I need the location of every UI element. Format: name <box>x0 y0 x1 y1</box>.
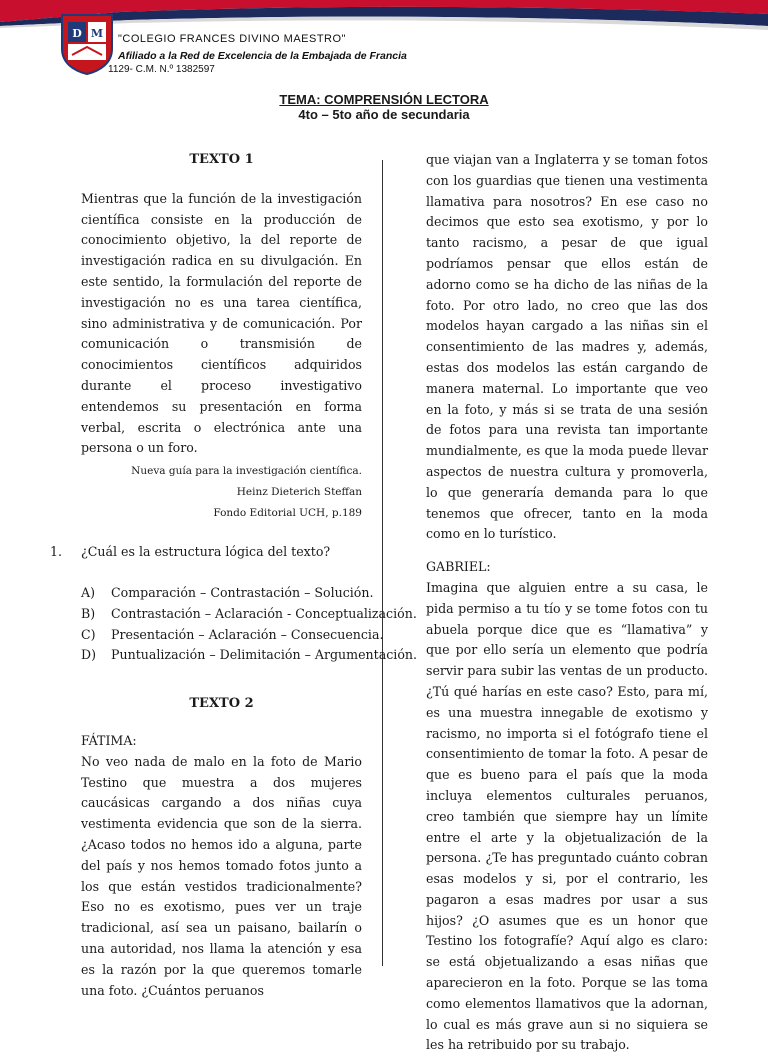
option-text: Puntualización – Delimitación – Argumentación. <box>111 647 418 663</box>
header-banner <box>0 0 768 40</box>
gabriel-label: GABRIEL: <box>426 559 491 575</box>
title-topic: TEMA: COMPRENSIÓN LECTORA <box>279 92 489 107</box>
left-column <box>50 150 418 1001</box>
option-a[interactable] <box>81 583 374 604</box>
option-letter: B) <box>81 605 96 621</box>
question-text: ¿Cuál es la estructura lógica del texto? <box>81 544 331 560</box>
question-number: 1. <box>50 544 63 560</box>
source-author: Heinz Dieterich Steffan <box>236 486 362 499</box>
option-b[interactable] <box>81 604 417 625</box>
texto1-source <box>81 461 362 524</box>
svg-text:M: M <box>90 27 104 40</box>
option-text: Presentación – Aclaración – Consecuencia. <box>111 626 384 642</box>
title-grade: 4to – 5to año de secundaria <box>298 107 470 122</box>
option-text: Comparación – Contrastación – Solución. <box>111 584 374 600</box>
option-d[interactable] <box>81 645 418 666</box>
right-column <box>426 150 708 1056</box>
option-letter: C) <box>81 626 96 642</box>
school-name: "COLEGIO FRANCES DIVINO MAESTRO" <box>118 33 346 45</box>
option-letter: A) <box>81 584 96 600</box>
option-text: Contrastación – Aclaración - Conceptualización. <box>111 605 417 621</box>
fatima-text-part1: No veo nada de malo en la foto de Mario Testino que muestra a dos mujeres caucásicas cargando a dos niñas cuya vestimenta evidencia que son de la sierra. ¿Acaso todos no hemos ido a alguna, parte del país y nos hemos tomado fotos junto a los que están vestidos tradicionalmente? Eso no es exotismo, pues ver un traje tradicional, así sea un paisano, bailarín o una autoridad, nos llama la atención y esa es la razón por la que queremos tomarle una foto. ¿Cuántos peruanos <box>81 753 362 998</box>
option-c[interactable] <box>81 625 384 646</box>
page-title <box>0 92 768 122</box>
answer-options <box>81 583 418 666</box>
gabriel-text: Imagina que alguien entre a su casa, le pida permiso a tu tío y se tome fotos con tu abuela porque dice que es “llamativa” y que por ello sería un elemento que podría servir para subir las ventas de un producto. ¿Tú qué harías en este caso? Esto, para mí, es una muestra innegable de exotismo y racismo, no importa si el fotógrafo tiene el consentimiento de tomar la foto. A pesar de que es bueno para el país que la moda incluya elementos culturales peruanos, creo también que siempre hay un límite entre el arte y la objetualización de la persona. ¿Te has preguntado cuánto cobran esas modelos y si, por el contrario, les pagaron a esas madres por usar a sus hijos? ¿O asumes que es un honor que Testino los fotografíe? Aquí algo es claro: se está objetualizando a esas niñas que aparecieron en la foto. Porque se las toma como elementos llamativos que la adornan, lo cual es más grave aun si no siquiera se les ha retribuido por su trabajo. <box>426 579 708 1053</box>
column-divider <box>382 160 383 966</box>
texto1-body: Mientras que la función de la investigación científica consiste en la producción de conocimiento objetivo, la del reporte de investigación radica en su divulgación. En este sentido, la formulación del reporte de investigación no es una tarea científica, sino administrativa y de comunicación. Por comunicación o transmisión de conocimientos científicos adquiridos durante el proceso investigativo entendemos su presentación en forma verbal, escrita o electrónica ante una persona o un foro. <box>81 190 362 456</box>
fatima-text-part2: que viajan van a Inglaterra y se toman fotos con los guardias que tienen una vestimenta llamativa para nosotros? En ese caso no decimos que esto sea exotismo, y por lo tanto racismo, a pesar de que igual podríamos pensar que ellos están de adorno como se ha dicho de las niñas de la foto. Por otro lado, no creo que las dos modelos hayan cargado a las niñas sin el consentimiento de las madres y, además, estas dos modelos las están cargando de manera maternal. Lo importante que veo en la foto, y más si se trata de una sesión de fotos para una revista tan importante mundialmente, es que la moda puede llevar aspectos de nuestra cultura y promoverla, lo que generaría demanda para lo que tenemos que ofrecer, tanto en la moda como en lo turístico. <box>426 152 708 542</box>
question-1 <box>50 542 362 563</box>
texto1-heading: TEXTO 1 <box>189 152 254 167</box>
svg-text:D: D <box>72 27 82 40</box>
source-publisher: Fondo Editorial UCH, p.189 <box>213 507 362 520</box>
school-code: 1129- C.M. N.º 1382597 <box>108 64 215 75</box>
option-letter: D) <box>81 647 97 663</box>
school-logo <box>60 13 114 75</box>
fatima-label: FÁTIMA: <box>81 732 137 748</box>
school-affiliation: Afiliado a la Red de Excelencia de la Embajada de Francia <box>118 50 407 62</box>
source-title: Nueva guía para la investigación científica. <box>131 465 362 478</box>
texto2-heading: TEXTO 2 <box>189 696 254 712</box>
